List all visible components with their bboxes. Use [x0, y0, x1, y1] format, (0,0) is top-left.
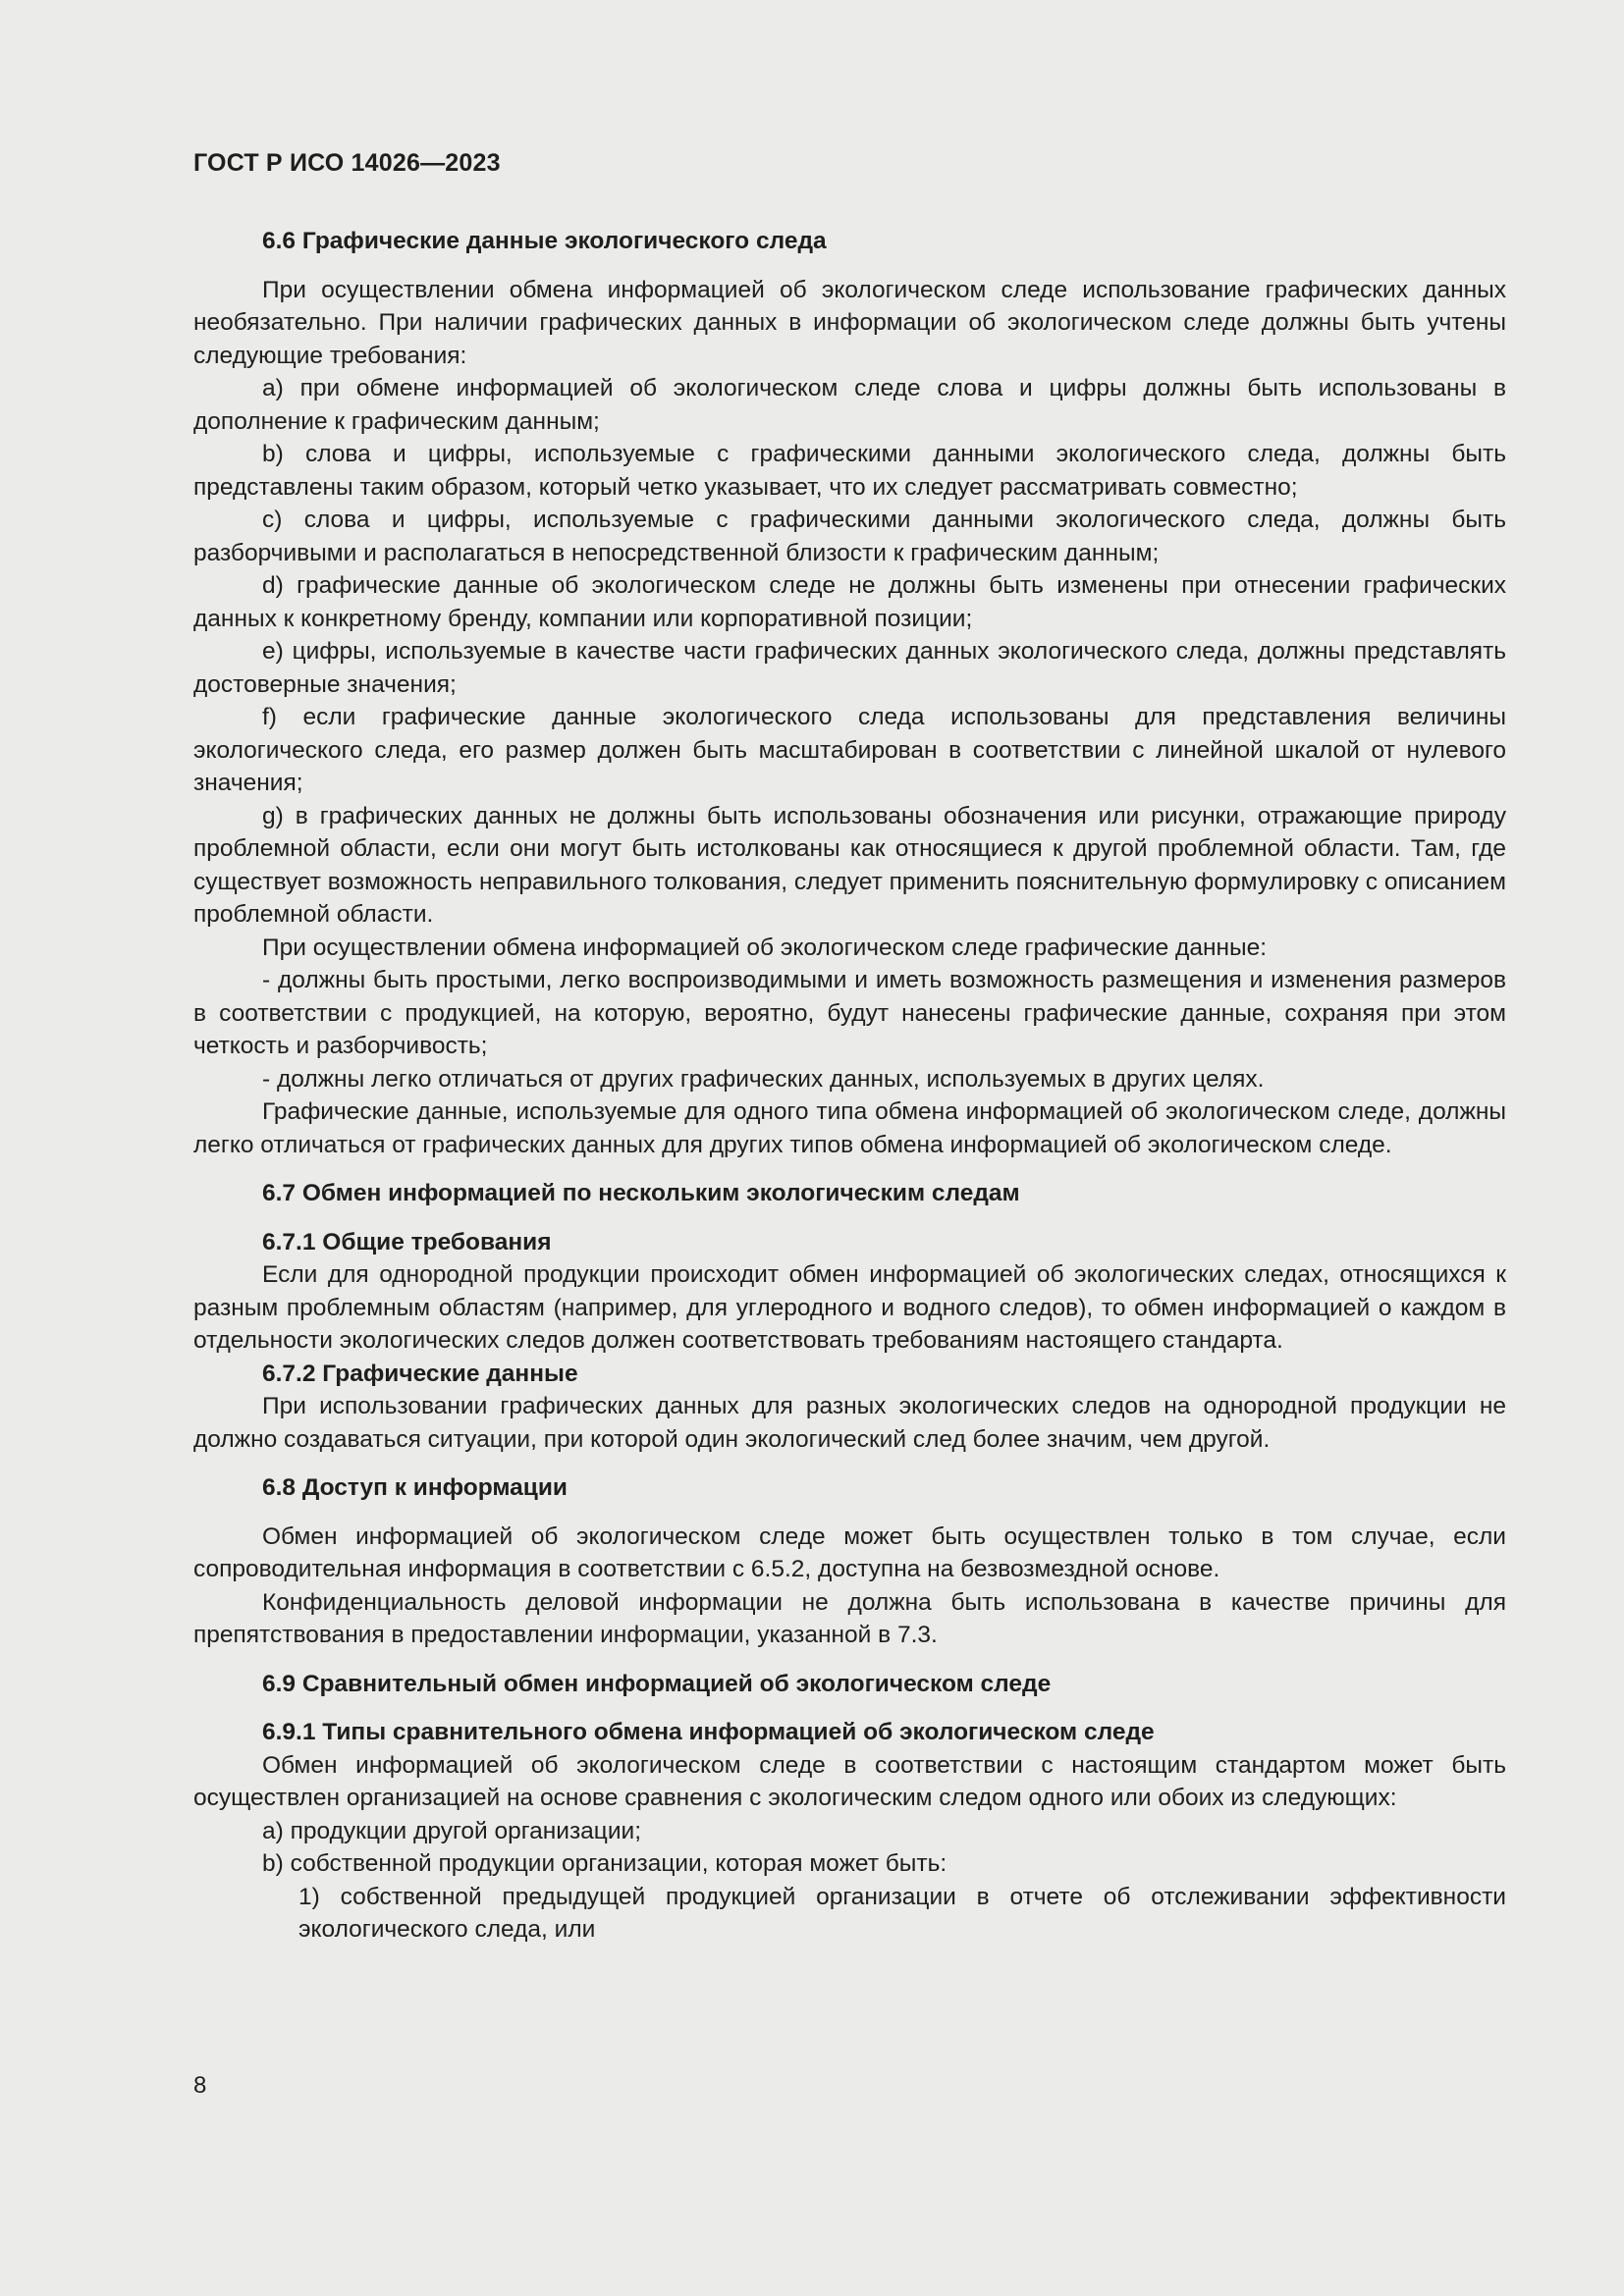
paragraph: Обмен информацией об экологическом следе в соответствии с настоящим стандартом может быть осуществлен организацией на основе сравнения с экологическим следом одного или обоих из следующих: [193, 1751, 1506, 1811]
paragraph: Графические данные, используемые для одного типа обмена информацией об экологическом следе, должны легко отличаться от графических данных для других типов обмена информацией об экологическом следе. [193, 1098, 1506, 1158]
section-heading: 6.7.2 Графические данные [262, 1360, 578, 1387]
paragraph: b) собственной продукции организации, которая может быть: [262, 1850, 947, 1877]
document-header: ГОСТ Р ИСО 14026—2023 [193, 149, 501, 177]
paragraph: При использовании графических данных для разных экологических следов на однородной продукции не должно создаваться ситуации, при которой один экологический след более значим, чем другой. [193, 1393, 1506, 1453]
section-heading: 6.9 Сравнительный обмен информацией об экологическом следе [262, 1670, 1052, 1697]
section-heading: 6.8 Доступ к информации [262, 1474, 568, 1501]
section-heading: 6.9.1 Типы сравнительного обмена информацией об экологическом следе [262, 1719, 1155, 1745]
section-heading: 6.6 Графические данные экологического следа [262, 228, 827, 254]
paragraph: e) цифры, используемые в качестве части графических данных экологического следа, должны представлять достоверные значения; [193, 638, 1506, 698]
paragraph: Конфиденциальность деловой информации не должна быть использована в качестве причины для препятствования в предоставлении информации, указанной в 7.3. [193, 1588, 1506, 1648]
paragraph: d) графические данные об экологическом следе не должны быть изменены при отнесении графических данных к конкретному бренду, компании или корпоративной позиции; [193, 572, 1506, 632]
paragraph: g) в графических данных не должны быть использованы обозначения или рисунки, отражающие природу проблемной области, если они могут быть истолкованы как относящиеся к другой проблемной области. Там, где существует возможность неправильного толкования, следует применить пояснительную формулировку с описанием проблемной области. [193, 802, 1506, 928]
paragraph: b) слова и цифры, используемые с графическими данными экологического следа, должны быть представлены таким образом, который четко указывает, что их следует рассматривать совместно; [193, 441, 1506, 501]
paragraph: Если для однородной продукции происходит обмен информацией об экологических следах, относящихся к разным проблемным областям (например, для углеродного и водного следов), то обмен информацией о каждом в отдельности экологических следов должен соответствовать требованиям настоящего стандарта. [193, 1261, 1506, 1354]
document-body [193, 225, 1506, 1947]
paragraph: При осуществлении обмена информацией об экологическом следе использование графических данных необязательно. При наличии графических данных в информации об экологическом следе должны быть учтены следующие требования: [193, 276, 1506, 369]
paragraph: - должны легко отличаться от других графических данных, используемых в других целях. [262, 1065, 1265, 1093]
section-heading: 6.7 Обмен информацией по нескольким экологическим следам [262, 1180, 1020, 1206]
paragraph: - должны быть простыми, легко воспроизводимыми и иметь возможность размещения и изменения размеров в соответствии с продукцией, на которую, вероятно, будут нанесены графические данные, сохраняя при этом четкость и разборчивость; [193, 967, 1506, 1059]
paragraph: Обмен информацией об экологическом следе может быть осуществлен только в том случае, если сопроводительная информация в соответствии с 6.5.2, доступна на безвозмездной основе. [193, 1522, 1506, 1582]
paragraph: c) слова и цифры, используемые с графическими данными экологического следа, должны быть разборчивыми и располагаться в непосредственной близости к графическим данным; [193, 507, 1506, 566]
paragraph: а) при обмене информацией об экологическом следе слова и цифры должны быть использованы в дополнение к графическим данным; [193, 375, 1506, 435]
paragraph: а) продукции другой организации; [262, 1817, 642, 1844]
page-number: 8 [193, 2072, 207, 2099]
section-heading: 6.7.1 Общие требования [262, 1228, 552, 1255]
paragraph: f) если графические данные экологического следа использованы для представления величины экологического следа, его размер должен быть масштабирован в соответствии с линейной шкалой от нулевого значения; [193, 704, 1506, 796]
paragraph: При осуществлении обмена информацией об экологическом следе графические данные: [262, 934, 1268, 961]
paragraph: 1) собственной предыдущей продукцией организации в отчете об отслеживании эффективности экологического следа, или [298, 1883, 1506, 1943]
